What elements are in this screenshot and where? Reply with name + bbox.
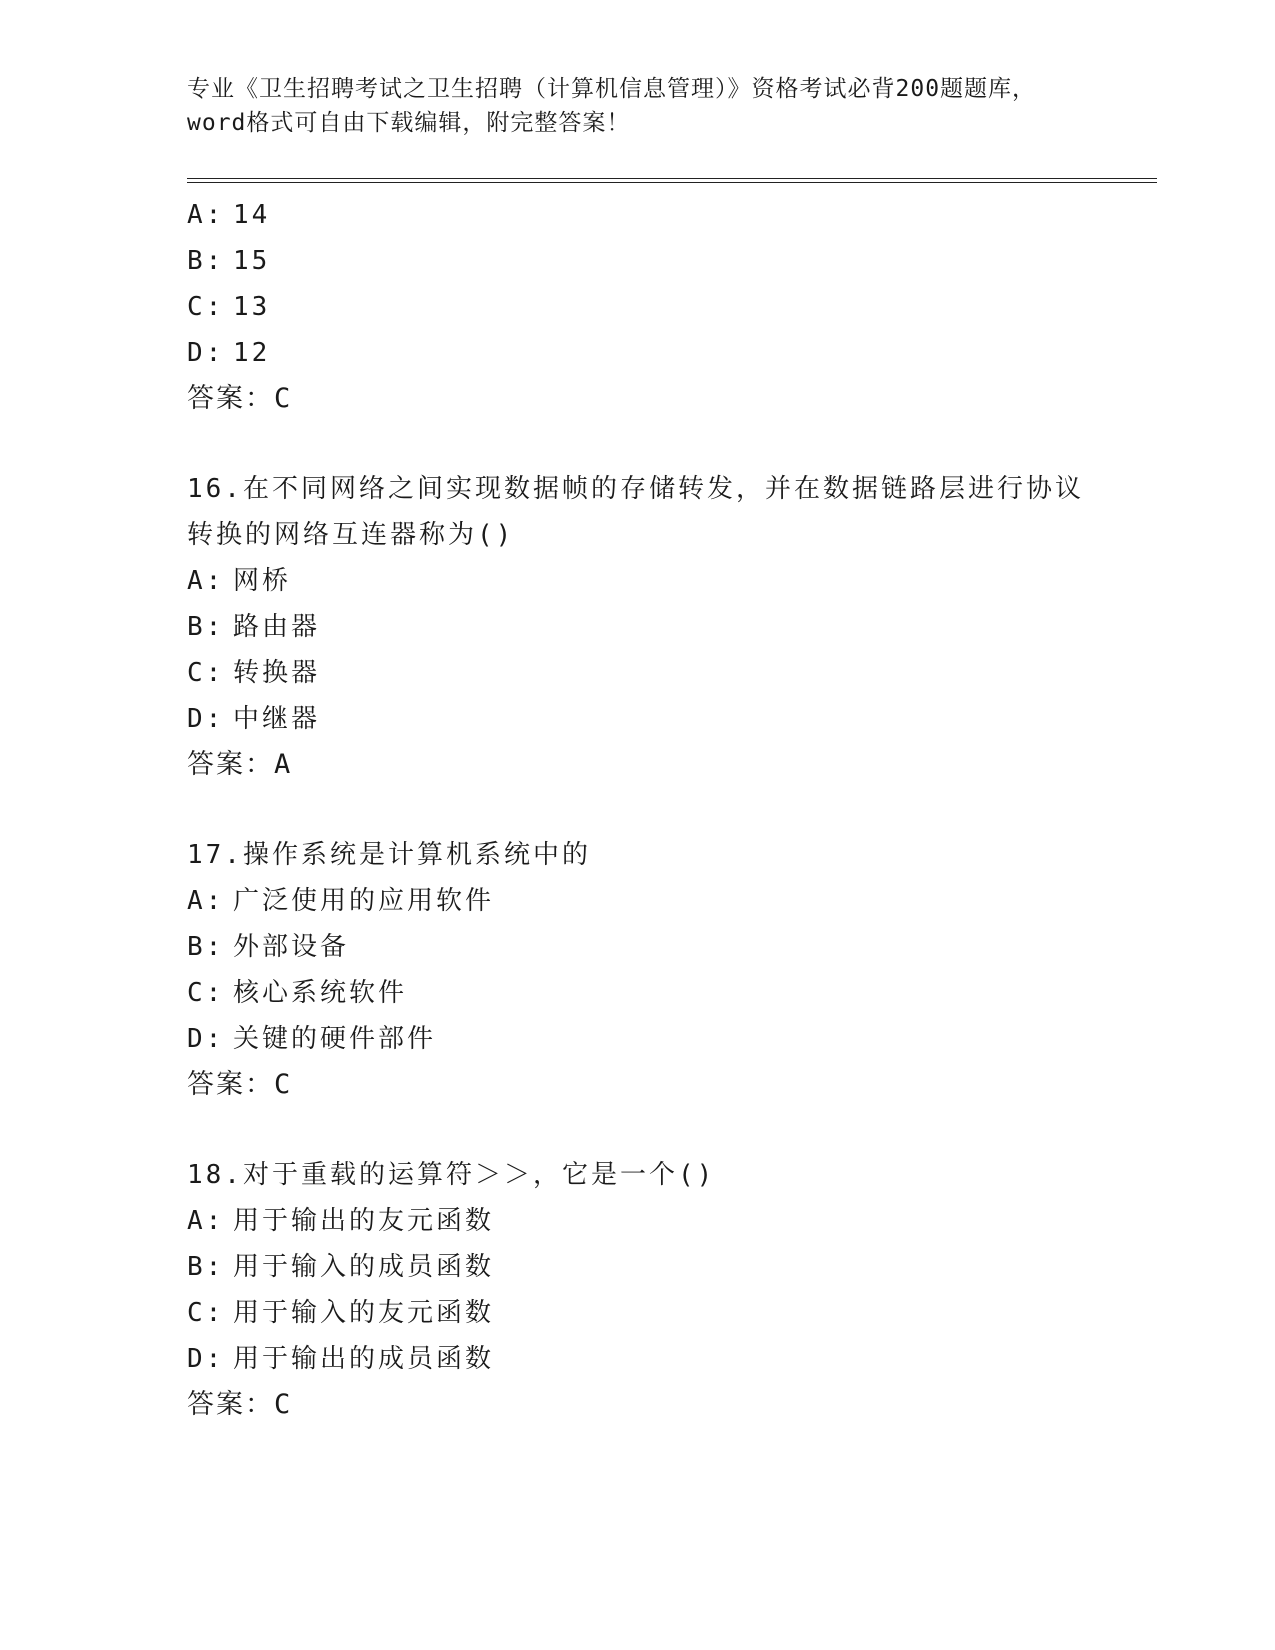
question-17 <box>187 832 1087 1108</box>
option-text: 15 <box>233 246 271 276</box>
option-text: 13 <box>233 292 271 322</box>
answer-line: 答案：A <box>187 749 293 780</box>
option-label: D: <box>187 1024 225 1054</box>
question-stem-line: 17.操作系统是计算机系统中的 <box>187 840 591 870</box>
option-text: 广泛使用的应用软件 <box>233 886 495 916</box>
option-label: D: <box>187 704 225 734</box>
option-text: 转换器 <box>233 658 321 688</box>
question-stem-line: 16.在不同网络之间实现数据帧的存储转发，并在数据链路层进行协议 <box>187 474 1084 504</box>
question-16 <box>187 466 1087 788</box>
option-d <box>187 696 1087 742</box>
header-divider <box>187 178 1157 183</box>
option-label: D: <box>187 338 225 368</box>
option-d <box>187 1336 1087 1382</box>
option-b <box>187 238 1087 284</box>
option-text: 路由器 <box>233 612 321 642</box>
option-text: 核心系统软件 <box>233 978 408 1008</box>
option-label: B: <box>187 932 225 962</box>
option-text: 用于输出的友元函数 <box>233 1206 495 1236</box>
divider-line-top <box>187 178 1157 179</box>
option-label: A: <box>187 886 225 916</box>
option-label: B: <box>187 246 225 276</box>
header-line-2: word格式可自由下载编辑，附完整答案！ <box>187 110 631 136</box>
option-label: C: <box>187 1298 225 1328</box>
option-c <box>187 970 1087 1016</box>
option-label: A: <box>187 1206 225 1236</box>
header-line-1: 专业《卫生招聘考试之卫生招聘（计算机信息管理）》资格考试必背200题题库， <box>187 76 1037 102</box>
option-d <box>187 1016 1087 1062</box>
option-label: A: <box>187 200 225 230</box>
option-c <box>187 284 1087 330</box>
option-a <box>187 558 1087 604</box>
question-stem-line: 转换的网络互连器称为() <box>187 520 515 550</box>
option-b <box>187 1244 1087 1290</box>
option-text: 用于输出的成员函数 <box>233 1344 495 1374</box>
option-label: C: <box>187 292 225 322</box>
answer-line: 答案：C <box>187 1389 293 1420</box>
option-label: C: <box>187 658 225 688</box>
question-content <box>187 192 1087 1428</box>
question-18 <box>187 1152 1087 1428</box>
option-b <box>187 924 1087 970</box>
option-a <box>187 878 1087 924</box>
option-text: 中继器 <box>233 704 321 734</box>
option-label: A: <box>187 566 225 596</box>
document-header <box>187 72 1087 140</box>
option-text: 关键的硬件部件 <box>233 1024 437 1054</box>
option-text: 用于输入的友元函数 <box>233 1298 495 1328</box>
option-a <box>187 1198 1087 1244</box>
option-c <box>187 1290 1087 1336</box>
option-b <box>187 604 1087 650</box>
answer-line: 答案：C <box>187 1069 293 1100</box>
option-d <box>187 330 1087 376</box>
option-text: 外部设备 <box>233 932 350 962</box>
option-label: B: <box>187 1252 225 1282</box>
option-a <box>187 192 1087 238</box>
answer-line: 答案：C <box>187 383 293 414</box>
option-text: 用于输入的成员函数 <box>233 1252 495 1282</box>
option-label: D: <box>187 1344 225 1374</box>
option-text: 12 <box>233 338 271 368</box>
option-label: C: <box>187 978 225 1008</box>
option-label: B: <box>187 612 225 642</box>
option-text: 14 <box>233 200 271 230</box>
option-text: 网桥 <box>233 566 292 596</box>
previous-question-block <box>187 192 1087 422</box>
divider-line-bottom <box>187 182 1157 183</box>
question-stem-line: 18.对于重载的运算符＞＞，它是一个() <box>187 1160 716 1190</box>
option-c <box>187 650 1087 696</box>
